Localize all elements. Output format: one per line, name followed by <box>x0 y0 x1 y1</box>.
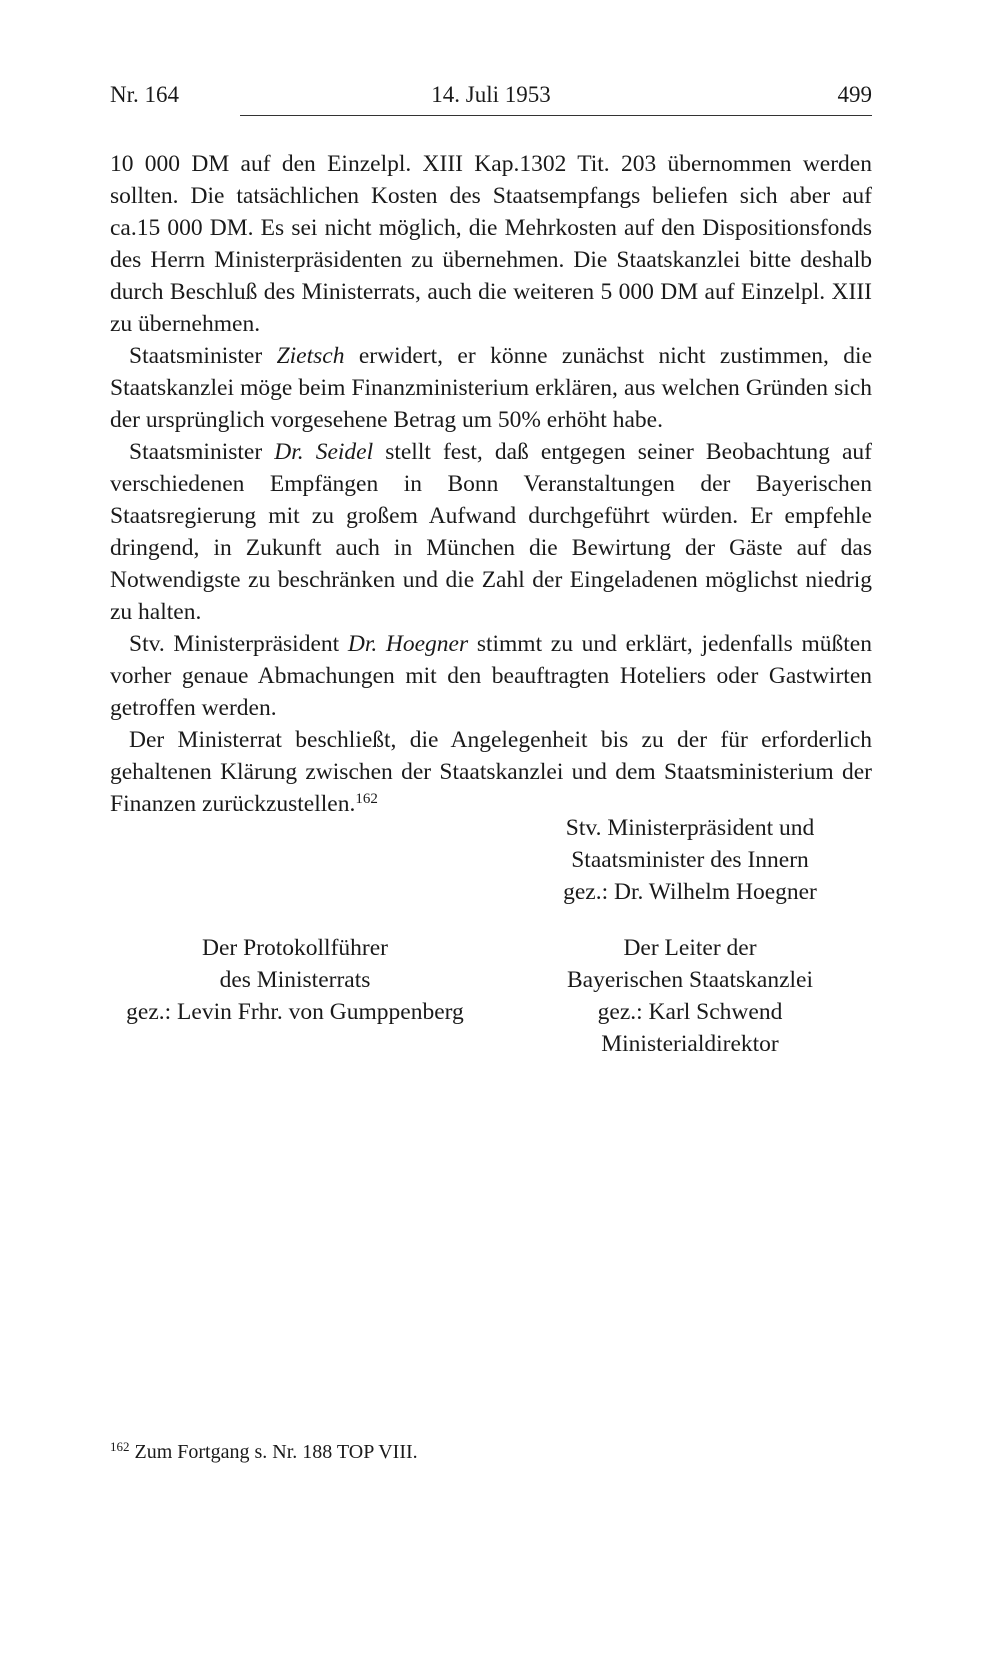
signature-line: Der Leiter der <box>623 935 757 961</box>
signature-line: Der Protokollführer <box>202 935 388 961</box>
signature-deputy-minister-president <box>530 812 850 908</box>
body-text <box>110 148 872 820</box>
footnote-number: 162 <box>110 1439 130 1454</box>
paragraph-3-text: stellt fest, daß entgegen seiner Beobachtung auf verschiedenen Empfängen in Bonn Veranstaltungen der Bayerischen Staatsregierung mit zu großem Aufwand durchgeführt würden. Er empfehle dringend, in Zukunft auch in München die Bewirtung der Gäste auf das Notwendigste zu beschränken und die Zahl der Eingeladenen möglichst niedrig zu halten. <box>110 439 872 625</box>
signature-line: Ministerialdirektor <box>601 1031 779 1057</box>
signature-chancellery-head <box>530 932 850 1060</box>
document-date: 14. Juli 1953 <box>431 82 551 107</box>
paragraph-5-text: Der Ministerrat beschließt, die Angelegenheit bis zu der für erforderlich gehaltenen Klärung zwischen der Staatskanzlei und dem Staatsministerium der Finanzen zurückzustellen. <box>110 727 872 817</box>
paragraph-1-text: 10 000 DM auf den Einzelpl. XIII Kap.1302 Tit. 203 übernommen werden sollten. Die tatsächlichen Kosten des Staatsempfangs beliefen sich aber auf ca.15 000 DM. Es sei nicht möglich, die Mehrkosten auf den Dispositionsfonds des Herrn Ministerpräsidenten zu übernehmen. Die Staatskanzlei bitte deshalb durch Beschluß des Ministerrats, auch die weiteren 5 000 DM auf Einzelpl. XIII zu übernehmen. <box>110 151 872 337</box>
footnote-reference[interactable]: 162 <box>355 791 378 807</box>
paragraph-2 <box>110 340 872 436</box>
page-header <box>110 82 872 116</box>
signature-line: gez.: Karl Schwend <box>597 999 783 1025</box>
signature-line: Bayerischen Staatskanzlei <box>566 967 813 993</box>
speaker-name-hoegner: Dr. Hoegner <box>347 631 469 657</box>
signature-line: gez.: Dr. Wilhelm Hoegner <box>563 879 817 905</box>
paragraph-4 <box>110 628 872 724</box>
paragraph-2-text: erwidert, er könne zunächst nicht zustimmen, die Staatskanzlei möge beim Finanzministerium erklären, aus welchen Gründen sich der ursprünglich vorgesehene Betrag um 50% erhöht habe. <box>110 343 873 433</box>
paragraph-5 <box>110 724 872 820</box>
paragraph-1 <box>110 148 872 340</box>
paragraph-2-lead: Staatsminister <box>129 343 277 369</box>
document-number: Nr. 164 <box>110 82 179 107</box>
signature-recorder <box>95 932 495 1028</box>
signature-line: Staatsminister des Innern <box>571 847 809 873</box>
speaker-name-seidel: Dr. Seidel <box>274 439 374 465</box>
footnote <box>110 1439 872 1465</box>
signature-line: Stv. Ministerpräsident und <box>565 815 815 841</box>
footnote-text: Zum Fortgang s. Nr. 188 TOP VIII. <box>129 1441 418 1463</box>
paragraph-4-text: stimmt zu und erklärt, jedenfalls müßten vorher genaue Abmachungen mit den beauftragten Hoteliers oder Gastwirten getroffen werden. <box>110 631 872 721</box>
signature-line: gez.: Levin Frhr. von Gumppenberg <box>126 999 464 1025</box>
signature-line: des Ministerrats <box>219 967 371 993</box>
speaker-name-zietsch: Zietsch <box>276 343 345 369</box>
header-rule <box>240 115 872 116</box>
paragraph-4-lead: Stv. Ministerpräsident <box>129 631 348 657</box>
paragraph-3-lead: Staatsminister <box>129 439 275 465</box>
paragraph-3 <box>110 436 872 628</box>
page-number: 499 <box>837 82 872 107</box>
